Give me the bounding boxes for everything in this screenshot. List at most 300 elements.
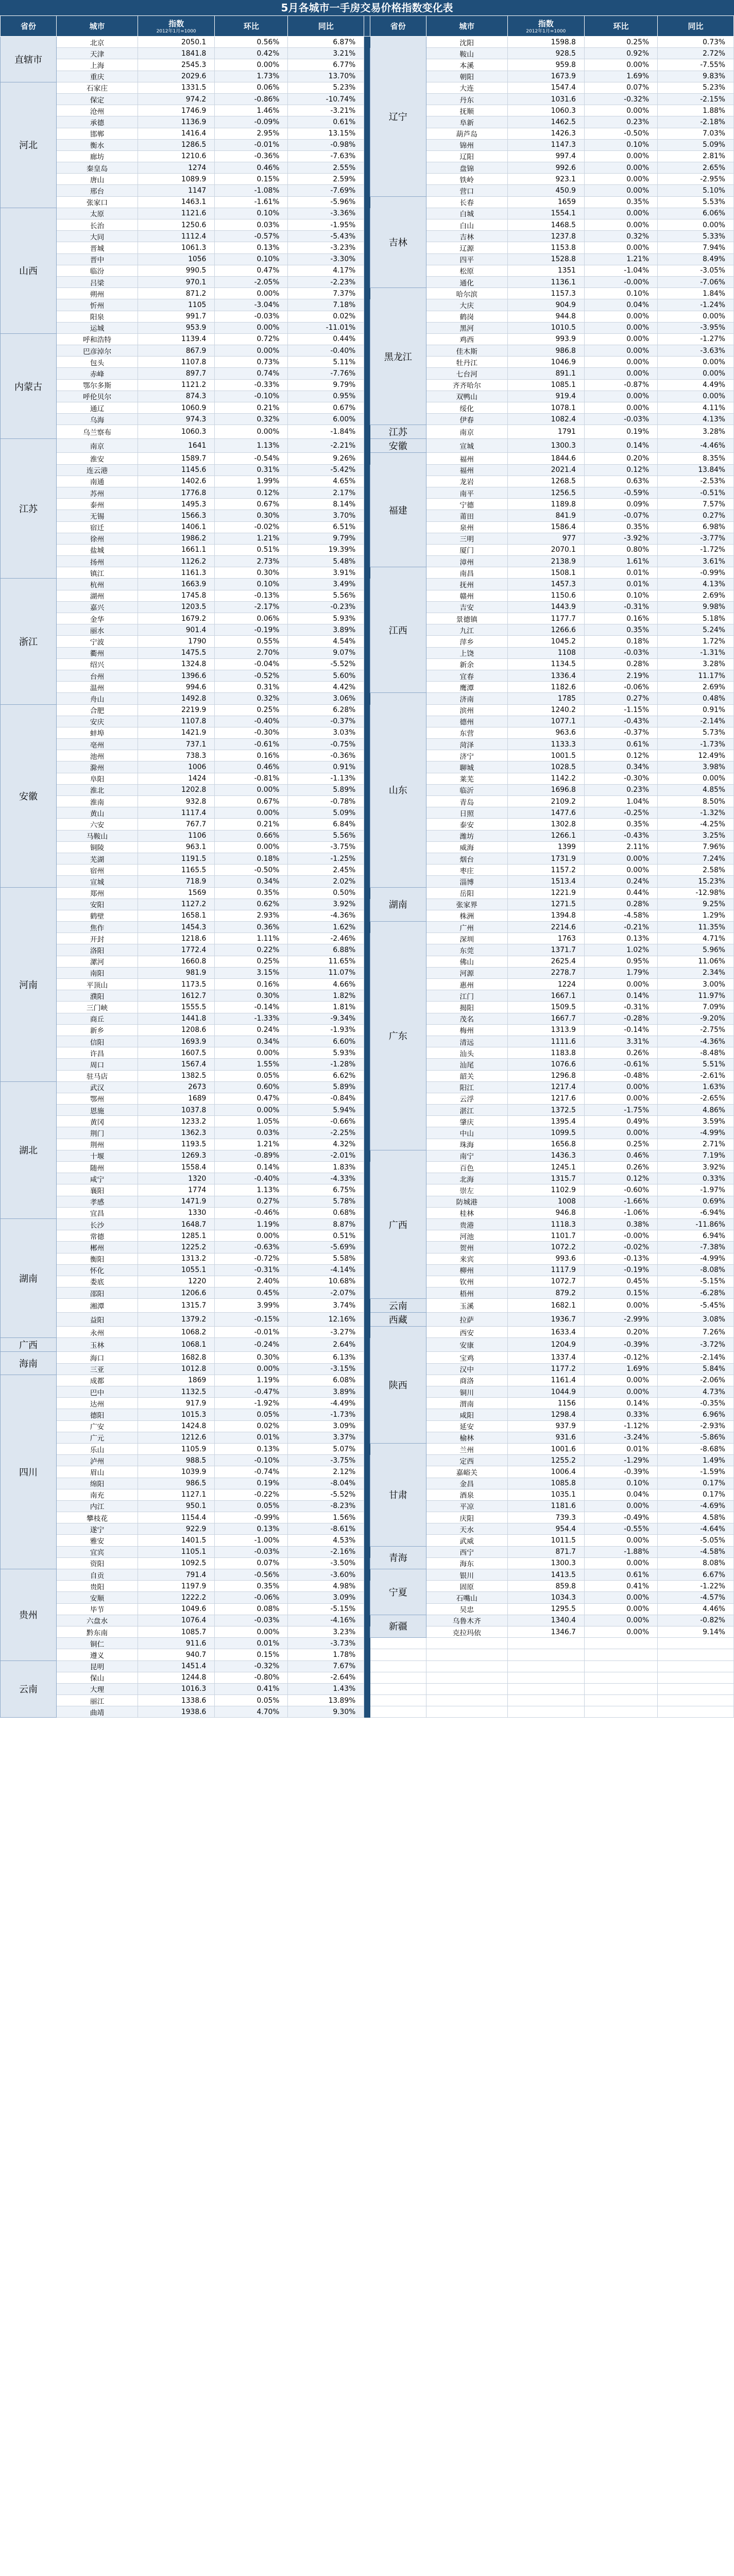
mom-cell: 0.25%	[584, 1139, 657, 1150]
city-cell: 哈尔滨	[426, 288, 507, 299]
city-cell: 防城港	[426, 1196, 507, 1207]
city-cell: 乌海	[57, 414, 138, 425]
index-cell: 1938.6	[138, 1706, 214, 1718]
mom-cell: 0.15%	[215, 1649, 288, 1660]
yoy-cell: 3.00%	[658, 979, 734, 990]
index-cell: 990.5	[138, 265, 214, 276]
mom-cell: 0.00%	[215, 1626, 288, 1637]
yoy-cell: 1.84%	[658, 288, 734, 299]
city-cell: 四平	[426, 253, 507, 265]
table-row	[1, 647, 734, 658]
table-row	[1, 150, 734, 162]
table-row	[1, 567, 734, 579]
mom-cell: 2.11%	[584, 841, 657, 853]
index-cell: 922.9	[138, 1523, 214, 1535]
yoy-cell: -3.77%	[658, 533, 734, 544]
city-cell: 三亚	[57, 1363, 138, 1375]
mom-cell: -0.39%	[584, 1466, 657, 1478]
index-cell: 1659	[507, 196, 584, 208]
index-cell: 1406.1	[138, 521, 214, 533]
city-cell: 河源	[426, 967, 507, 978]
yoy-cell: 9.26%	[288, 453, 364, 464]
table-row	[1, 208, 734, 219]
city-cell: 丽江	[57, 1695, 138, 1706]
province-cell: 江苏	[370, 425, 426, 439]
city-cell: 营口	[426, 185, 507, 196]
yoy-cell: -1.25%	[288, 853, 364, 864]
city-cell: 自贡	[57, 1569, 138, 1581]
table-body	[1, 37, 734, 1718]
index-cell: 1746.9	[138, 105, 214, 116]
province-cell: 江西	[370, 567, 426, 693]
mom-cell: -0.43%	[584, 716, 657, 727]
mom-cell: 0.30%	[215, 567, 288, 579]
column-separator	[364, 439, 370, 453]
city-cell: 宝鸡	[426, 1352, 507, 1363]
mom-cell: 1.19%	[215, 1375, 288, 1386]
city-cell: 沈阳	[426, 37, 507, 48]
city-cell: 枣庄	[426, 865, 507, 876]
column-separator	[364, 716, 370, 727]
yoy-cell: -5.69%	[288, 1242, 364, 1253]
city-cell: 江门	[426, 990, 507, 1002]
mom-cell: 0.00%	[584, 185, 657, 196]
index-cell: 1424.8	[138, 1420, 214, 1432]
yoy-cell: 6.77%	[288, 59, 364, 71]
table-row	[1, 453, 734, 464]
table-row	[1, 59, 734, 71]
mom-cell: -0.04%	[215, 658, 288, 670]
city-cell: 河池	[426, 1230, 507, 1242]
yoy-cell: -0.82%	[658, 1615, 734, 1626]
yoy-cell: -0.84%	[288, 1093, 364, 1104]
index-cell: 1658.1	[138, 910, 214, 921]
empty-cell	[426, 1638, 507, 1649]
column-separator	[364, 613, 370, 624]
city-cell: 金华	[57, 613, 138, 624]
table-row	[1, 773, 734, 784]
mom-cell: 0.01%	[584, 579, 657, 590]
yoy-cell: -1.84%	[288, 425, 364, 439]
city-cell: 娄底	[57, 1276, 138, 1287]
yoy-cell: 2.45%	[288, 865, 364, 876]
column-separator	[364, 1116, 370, 1127]
mom-cell: 0.00%	[584, 1375, 657, 1386]
mom-cell: -1.92%	[215, 1398, 288, 1409]
header-index-left: 指数 2012年1月=1000	[138, 16, 214, 37]
city-cell: 珠海	[426, 1139, 507, 1150]
index-cell: 1554.1	[507, 208, 584, 219]
column-separator	[364, 567, 370, 579]
table-row	[1, 48, 734, 59]
column-separator	[364, 1557, 370, 1569]
table-row	[1, 1512, 734, 1523]
mom-cell: 0.14%	[215, 1162, 288, 1173]
yoy-cell: 8.14%	[288, 499, 364, 510]
index-cell: 970.1	[138, 276, 214, 287]
yoy-cell: 10.68%	[288, 1276, 364, 1287]
column-separator	[364, 1443, 370, 1454]
index-cell: 1085.8	[507, 1478, 584, 1489]
yoy-cell: -2.75%	[658, 1024, 734, 1036]
yoy-cell: 6.96%	[658, 1409, 734, 1420]
mom-cell: -0.14%	[584, 1024, 657, 1036]
index-cell: 1772.4	[138, 944, 214, 956]
mom-cell: 0.00%	[584, 162, 657, 174]
city-cell: 延安	[426, 1420, 507, 1432]
index-cell: 2070.1	[507, 544, 584, 555]
yoy-cell: -7.06%	[658, 276, 734, 287]
empty-cell	[584, 1683, 657, 1694]
city-cell: 雅安	[57, 1535, 138, 1546]
column-separator	[364, 887, 370, 899]
yoy-cell: 11.07%	[288, 967, 364, 978]
yoy-cell: 9.79%	[288, 379, 364, 391]
mom-cell: -0.74%	[215, 1466, 288, 1478]
table-row	[1, 579, 734, 590]
city-cell: 宿迁	[57, 521, 138, 533]
city-cell: 阳泉	[57, 311, 138, 322]
yoy-cell: 9.79%	[288, 533, 364, 544]
yoy-cell: 6.84%	[288, 819, 364, 830]
table-row	[1, 1706, 734, 1718]
index-cell: 1203.5	[138, 601, 214, 613]
mom-cell: -0.21%	[584, 922, 657, 933]
index-cell: 1463.1	[138, 196, 214, 208]
column-separator	[364, 1420, 370, 1432]
mom-cell: 0.10%	[215, 579, 288, 590]
column-separator	[364, 1127, 370, 1139]
mom-cell: 0.20%	[584, 1327, 657, 1338]
index-cell: 2278.7	[507, 967, 584, 978]
mom-cell: 0.14%	[584, 990, 657, 1002]
province-cell: 贵州	[1, 1569, 57, 1661]
yoy-cell: 0.68%	[288, 1207, 364, 1218]
table-row	[1, 1420, 734, 1432]
column-separator	[364, 796, 370, 807]
column-separator	[364, 1683, 370, 1694]
index-cell: 1841.8	[138, 48, 214, 59]
index-cell: 1689	[138, 1093, 214, 1104]
index-cell: 1206.6	[138, 1287, 214, 1299]
index-cell: 1443.9	[507, 601, 584, 613]
yoy-cell: -2.06%	[658, 1375, 734, 1386]
mom-cell: 0.00%	[584, 1386, 657, 1398]
index-cell: 1011.5	[507, 1535, 584, 1546]
yoy-cell: -8.48%	[658, 1047, 734, 1059]
index-cell: 1105	[138, 299, 214, 311]
mom-cell: 0.00%	[584, 174, 657, 185]
table-row	[1, 796, 734, 807]
mom-cell: 2.19%	[584, 670, 657, 681]
city-cell: 德阳	[57, 1409, 138, 1420]
column-separator	[364, 1218, 370, 1230]
table-row	[1, 761, 734, 773]
index-cell: 2545.3	[138, 59, 214, 71]
mom-cell: 0.62%	[215, 899, 288, 910]
price-index-table	[0, 15, 734, 1718]
column-separator	[364, 16, 370, 37]
city-cell: 大理	[57, 1683, 138, 1694]
column-separator	[364, 311, 370, 322]
city-cell: 郴州	[57, 1242, 138, 1253]
mom-cell: 0.10%	[584, 590, 657, 601]
city-cell: 乌鲁木齐	[426, 1615, 507, 1626]
city-cell: 厦门	[426, 544, 507, 555]
city-cell: 合肥	[57, 704, 138, 716]
index-cell: 1790	[138, 636, 214, 647]
table-row	[1, 185, 734, 196]
yoy-cell: -8.68%	[658, 1443, 734, 1454]
index-cell: 1547.4	[507, 82, 584, 93]
mom-cell: 0.05%	[215, 1409, 288, 1420]
index-cell: 1044.9	[507, 1386, 584, 1398]
table-row	[1, 391, 734, 402]
yoy-cell: -0.78%	[288, 796, 364, 807]
yoy-cell: 4.11%	[658, 402, 734, 414]
yoy-cell: 3.89%	[288, 624, 364, 636]
index-cell: 1569	[138, 887, 214, 899]
table-row	[1, 887, 734, 899]
column-separator	[364, 1672, 370, 1683]
index-cell: 1296.8	[507, 1070, 584, 1081]
table-row	[1, 1489, 734, 1500]
table-row	[1, 1592, 734, 1603]
yoy-cell: 4.13%	[658, 579, 734, 590]
yoy-cell: 0.00%	[658, 311, 734, 322]
column-separator	[364, 139, 370, 150]
mom-cell: 0.06%	[215, 613, 288, 624]
mom-cell: -0.81%	[215, 773, 288, 784]
yoy-cell: 0.17%	[658, 1478, 734, 1489]
index-cell: 1566.3	[138, 510, 214, 521]
mom-cell: 0.00%	[215, 784, 288, 795]
index-cell: 1177.2	[507, 1363, 584, 1375]
mom-cell: 0.25%	[584, 37, 657, 48]
city-cell: 辽源	[426, 242, 507, 253]
province-cell: 山西	[1, 208, 57, 333]
index-cell: 1092.5	[138, 1557, 214, 1569]
mom-cell: -0.10%	[215, 1455, 288, 1466]
yoy-cell: 3.74%	[288, 1299, 364, 1313]
yoy-cell: -3.23%	[288, 242, 364, 253]
city-cell: 徐州	[57, 533, 138, 544]
yoy-cell: -3.63%	[658, 345, 734, 357]
city-cell: 盘锦	[426, 162, 507, 174]
column-separator	[364, 1242, 370, 1253]
yoy-cell: -2.21%	[288, 439, 364, 453]
mom-cell: -0.49%	[584, 1512, 657, 1523]
yoy-cell: 4.49%	[658, 379, 734, 391]
table-row	[1, 1443, 734, 1454]
mom-cell: 0.05%	[215, 1695, 288, 1706]
city-cell: 太原	[57, 208, 138, 219]
header-city-left: 城市	[57, 16, 138, 37]
index-cell: 737.1	[138, 739, 214, 750]
mom-cell: -0.07%	[584, 510, 657, 521]
table-row	[1, 333, 734, 345]
city-cell: 承德	[57, 116, 138, 128]
city-cell: 杭州	[57, 579, 138, 590]
yoy-cell: 1.43%	[288, 1683, 364, 1694]
city-cell: 汕头	[426, 1047, 507, 1059]
index-cell: 904.9	[507, 299, 584, 311]
yoy-cell: 3.28%	[658, 425, 734, 439]
city-cell: 宿州	[57, 865, 138, 876]
mom-cell: 0.00%	[584, 150, 657, 162]
yoy-cell: -2.95%	[658, 174, 734, 185]
mom-cell: 1.21%	[215, 533, 288, 544]
mom-cell: 0.67%	[215, 499, 288, 510]
mom-cell: -0.13%	[584, 1253, 657, 1264]
mom-cell: 0.63%	[584, 476, 657, 487]
city-cell: 伊春	[426, 414, 507, 425]
column-separator	[364, 1649, 370, 1660]
index-cell: 1139.4	[138, 333, 214, 345]
index-cell: 1244.8	[138, 1672, 214, 1683]
city-cell: 泸州	[57, 1455, 138, 1466]
empty-cell	[658, 1683, 734, 1694]
table-row	[1, 1024, 734, 1036]
city-cell: 双鸭山	[426, 391, 507, 402]
yoy-cell: 3.09%	[288, 1420, 364, 1432]
empty-cell	[658, 1706, 734, 1718]
mom-cell: 0.01%	[584, 1443, 657, 1454]
table-row	[1, 590, 734, 601]
yoy-cell: 15.23%	[658, 876, 734, 887]
table-row	[1, 613, 734, 624]
index-cell: 901.4	[138, 624, 214, 636]
mom-cell: 0.34%	[584, 761, 657, 773]
city-cell: 张家口	[57, 196, 138, 208]
mom-cell: -0.80%	[215, 1672, 288, 1683]
yoy-cell: -3.95%	[658, 322, 734, 333]
city-cell: 湖州	[57, 590, 138, 601]
city-cell: 巴彦淖尔	[57, 345, 138, 357]
mom-cell: 0.00%	[215, 807, 288, 819]
index-cell: 997.4	[507, 150, 584, 162]
yoy-cell: -7.63%	[288, 150, 364, 162]
index-cell: 1250.6	[138, 219, 214, 231]
city-cell: 眉山	[57, 1466, 138, 1478]
column-separator	[364, 453, 370, 464]
index-cell: 1132.5	[138, 1386, 214, 1398]
yoy-cell: 0.44%	[288, 333, 364, 345]
mom-cell: 0.06%	[215, 82, 288, 93]
mom-cell: 0.16%	[584, 613, 657, 624]
index-cell: 1145.6	[138, 464, 214, 476]
yoy-cell: 4.66%	[288, 979, 364, 990]
yoy-cell: -1.24%	[658, 299, 734, 311]
yoy-cell: -4.16%	[288, 1615, 364, 1626]
table-row	[1, 1683, 734, 1694]
index-cell: 1402.6	[138, 476, 214, 487]
mom-cell: -0.31%	[215, 1264, 288, 1276]
column-separator	[364, 1592, 370, 1603]
index-cell: 1268.5	[507, 476, 584, 487]
mom-cell: 0.16%	[215, 750, 288, 761]
mom-cell: 3.99%	[215, 1299, 288, 1313]
column-separator	[364, 636, 370, 647]
yoy-cell: 5.53%	[658, 196, 734, 208]
column-separator	[364, 1432, 370, 1443]
city-cell: 日照	[426, 807, 507, 819]
city-cell: 苏州	[57, 487, 138, 498]
column-separator	[364, 922, 370, 933]
index-cell: 1509.5	[507, 1002, 584, 1013]
table-row	[1, 476, 734, 487]
city-cell: 张家界	[426, 899, 507, 910]
yoy-cell: 5.73%	[658, 727, 734, 738]
city-cell: 嘉峪关	[426, 1466, 507, 1478]
yoy-cell: -8.04%	[288, 1478, 364, 1489]
mom-cell: -0.03%	[215, 1546, 288, 1557]
yoy-cell: 6.98%	[658, 521, 734, 533]
mom-cell: 0.35%	[584, 624, 657, 636]
index-cell: 1031.6	[507, 93, 584, 105]
city-cell: 随州	[57, 1162, 138, 1173]
index-cell: 1421.9	[138, 727, 214, 738]
index-cell: 1105.9	[138, 1443, 214, 1454]
index-cell: 1371.7	[507, 944, 584, 956]
mom-cell: -1.29%	[584, 1455, 657, 1466]
city-cell: 孝感	[57, 1196, 138, 1207]
city-cell: 通辽	[57, 402, 138, 414]
column-separator	[364, 1386, 370, 1398]
index-cell: 450.9	[507, 185, 584, 196]
mom-cell: 0.10%	[215, 253, 288, 265]
column-separator	[364, 1478, 370, 1489]
index-cell: 1508.1	[507, 567, 584, 579]
yoy-cell: -1.27%	[658, 333, 734, 345]
city-cell: 蚌埠	[57, 727, 138, 738]
table-row	[1, 1327, 734, 1338]
yoy-cell: -8.23%	[288, 1500, 364, 1512]
index-cell: 1331.5	[138, 82, 214, 93]
mom-cell: 0.47%	[215, 1093, 288, 1104]
index-cell: 1844.6	[507, 453, 584, 464]
empty-cell	[658, 1649, 734, 1660]
yoy-cell: 1.72%	[658, 636, 734, 647]
city-cell: 保山	[57, 1672, 138, 1683]
index-cell: 1274	[138, 162, 214, 174]
index-cell: 1313.9	[507, 1024, 584, 1036]
city-cell: 黄冈	[57, 1116, 138, 1127]
city-cell: 榆林	[426, 1432, 507, 1443]
table-row	[1, 1253, 734, 1264]
city-cell: 驻马店	[57, 1070, 138, 1081]
yoy-cell: 5.93%	[288, 613, 364, 624]
yoy-cell: 6.60%	[288, 1036, 364, 1047]
index-cell: 1136.1	[507, 276, 584, 287]
mom-cell: 0.01%	[215, 1432, 288, 1443]
yoy-cell: 5.84%	[658, 1363, 734, 1375]
yoy-cell: -6.94%	[658, 1207, 734, 1218]
index-cell: 1598.8	[507, 37, 584, 48]
city-cell: 石嘴山	[426, 1592, 507, 1603]
index-cell: 2214.6	[507, 922, 584, 933]
empty-cell	[507, 1660, 584, 1672]
mom-cell: -0.43%	[584, 830, 657, 841]
table-row	[1, 750, 734, 761]
mom-cell: 0.80%	[584, 544, 657, 555]
column-separator	[364, 1036, 370, 1047]
index-cell: 1121.2	[138, 379, 214, 391]
mom-cell: 2.40%	[215, 1276, 288, 1287]
mom-cell: 0.21%	[215, 402, 288, 414]
yoy-cell: -0.36%	[288, 750, 364, 761]
yoy-cell: 6.62%	[288, 1070, 364, 1081]
